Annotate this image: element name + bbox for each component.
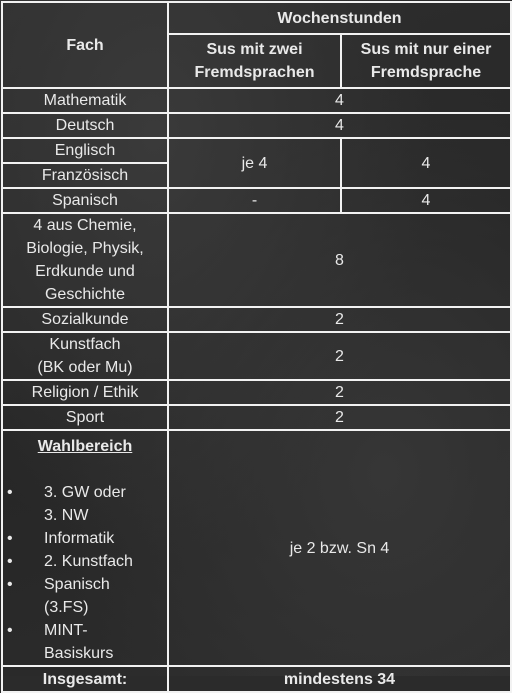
- wahlbereich-title: Wahlbereich: [37, 438, 133, 455]
- hours-sozialkunde: 2: [168, 307, 511, 332]
- hours-englisch-franzoesisch-two: je 4: [168, 138, 341, 188]
- subject-naturwissenschaften: [2, 213, 168, 307]
- hours-sport: 2: [168, 405, 511, 430]
- list-item: [7, 573, 163, 619]
- table-row: [2, 213, 511, 307]
- list-item: [7, 550, 163, 573]
- list-item: [7, 527, 163, 550]
- list-item-line: Basiskurs: [44, 645, 114, 662]
- table-row: [2, 332, 511, 380]
- hours-wahlbereich: je 2 bzw. Sn 4: [168, 430, 511, 666]
- subject-line: Biologie, Physik,: [26, 240, 144, 257]
- subject-spanisch: Spanisch: [2, 188, 168, 213]
- table-row: [2, 405, 511, 430]
- subject-deutsch: Deutsch: [2, 113, 168, 138]
- total-value: mindestens 34: [168, 666, 511, 692]
- hours-englisch-franzoesisch-one: 4: [341, 138, 511, 188]
- list-item: [7, 619, 163, 665]
- wahlbereich-list: [7, 481, 163, 665]
- subject-kunstfach: [2, 332, 168, 380]
- table-row: [2, 113, 511, 138]
- hours-deutsch: 4: [168, 113, 511, 138]
- subject-sozialkunde: Sozialkunde: [2, 307, 168, 332]
- subject-religion: Religion / Ethik: [2, 380, 168, 405]
- table-row: [2, 188, 511, 213]
- table-row: [2, 307, 511, 332]
- table-row: [2, 380, 511, 405]
- subject-line: Kunstfach: [49, 336, 121, 353]
- table-row: [2, 430, 511, 666]
- subject-line: Geschichte: [44, 286, 126, 303]
- subject-line: Erdkunde und: [35, 263, 135, 280]
- hours-mathematik: 4: [168, 88, 511, 113]
- header-two-languages: Sus mit zwei Fremdsprachen: [168, 34, 341, 88]
- hours-kunstfach: 2: [168, 332, 511, 380]
- subject-franzoesisch: Französisch: [2, 163, 168, 188]
- subject-mathematik: Mathematik: [2, 88, 168, 113]
- header-fach: Fach: [2, 2, 168, 88]
- list-item-line: 3. NW: [44, 507, 89, 524]
- table-row: [2, 88, 511, 113]
- subject-line: 4 aus Chemie,: [33, 217, 137, 234]
- hours-spanisch-one: 4: [341, 188, 511, 213]
- list-item-line: • 2. Kunstfach: [44, 553, 133, 570]
- subject-line: (BK oder Mu): [37, 359, 133, 376]
- list-item-line: (3.FS): [44, 599, 89, 616]
- header-one-language: Sus mit nur einer Fremdsprache: [341, 34, 511, 88]
- list-item-line: • Informatik: [44, 530, 115, 547]
- list-item-line: • MINT-: [44, 622, 88, 639]
- hours-naturwissenschaften: 8: [168, 213, 511, 307]
- list-item: [7, 481, 163, 527]
- hours-spanisch-two: -: [168, 188, 341, 213]
- subject-englisch: Englisch: [2, 138, 168, 163]
- subject-sport: Sport: [2, 405, 168, 430]
- list-item-line: • Spanisch: [44, 576, 110, 593]
- wochenstunden-table: [1, 1, 512, 693]
- total-label: Insgesamt:: [2, 666, 168, 692]
- hours-religion: 2: [168, 380, 511, 405]
- list-item-line: • 3. GW oder: [44, 484, 126, 501]
- table-row-total: [2, 666, 511, 692]
- wahlbereich-cell: [2, 430, 168, 666]
- header-wochenstunden: Wochenstunden: [168, 2, 511, 34]
- table-row: [2, 138, 511, 163]
